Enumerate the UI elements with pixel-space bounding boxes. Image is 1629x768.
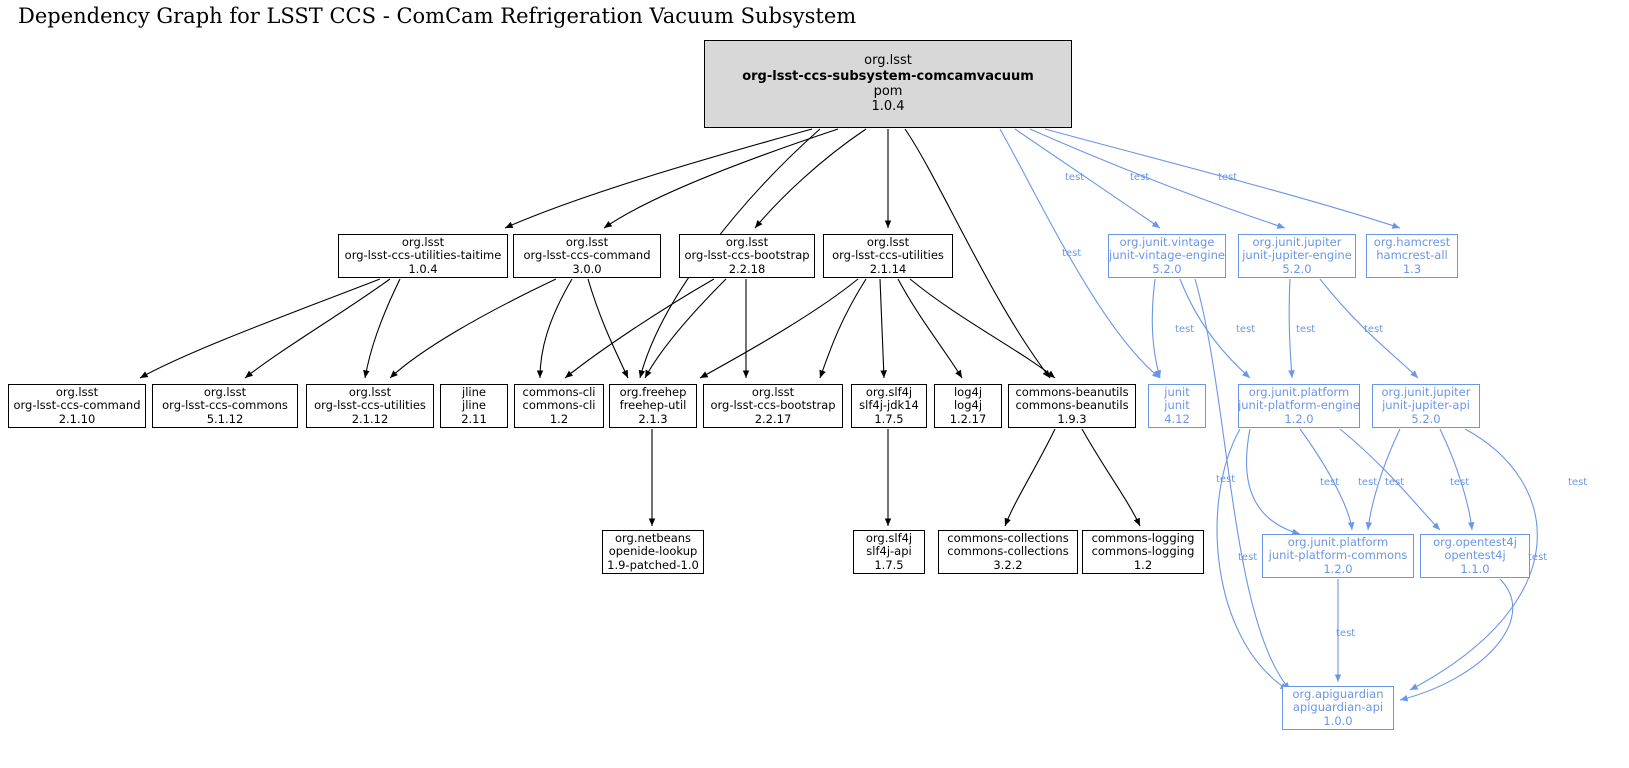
node-version: 4.12 <box>1164 411 1190 426</box>
edge-label-test: test <box>1236 324 1256 335</box>
edge-label-test: test <box>1062 248 1082 259</box>
node-group: org.freehep <box>619 384 687 399</box>
node-junit-jupiter-engine[interactable] <box>1238 234 1356 278</box>
node-version: 1.9-patched-1.0 <box>607 557 699 572</box>
node-group: org.slf4j <box>865 384 913 399</box>
node-group: org.lsst <box>348 384 392 399</box>
node-freehep-util[interactable] <box>609 384 697 428</box>
node-version: 1.2.0 <box>1284 411 1314 426</box>
node-artifact: commons-beanutils <box>1015 398 1129 413</box>
node-version: 2.1.14 <box>869 261 907 276</box>
node-artifact: org-lsst-ccs-bootstrap <box>684 248 810 263</box>
node-org-lsst-ccs-utilities-2114[interactable] <box>823 234 953 278</box>
node-root[interactable] <box>704 40 1072 128</box>
node-version: 1.7.5 <box>874 557 904 572</box>
node-group: org.lsst <box>401 234 445 249</box>
node-group: org.lsst <box>864 53 912 69</box>
node-artifact: org-lsst-ccs-utilities <box>314 398 426 413</box>
node-version: 1.9.3 <box>1057 411 1087 426</box>
node-version: 3.0.0 <box>572 261 602 276</box>
edge-label-test: test <box>1320 477 1340 488</box>
node-version: 5.1.12 <box>206 411 244 426</box>
node-artifact: org-lsst-ccs-subsystem-comcamvacuum <box>742 68 1034 84</box>
node-group: org.lsst <box>565 234 609 249</box>
node-packaging: pom <box>873 84 903 99</box>
node-artifact: org-lsst-ccs-command <box>523 248 651 263</box>
edge-label-test: test <box>1364 324 1384 335</box>
node-commons-collections[interactable] <box>938 530 1078 574</box>
node-group: org.lsst <box>203 384 247 399</box>
node-artifact: org-lsst-ccs-utilities <box>832 248 944 263</box>
node-version: 1.7.5 <box>874 411 904 426</box>
node-group: log4j <box>953 384 983 399</box>
edge-label-test: test <box>1175 324 1195 335</box>
node-artifact: openide-lookup <box>608 544 698 559</box>
node-artifact: junit <box>1164 398 1190 413</box>
node-artifact: org-lsst-ccs-command <box>13 398 141 413</box>
node-artifact: org-lsst-ccs-utilities-taitime <box>344 248 502 263</box>
compile-edges <box>140 129 1140 526</box>
node-artifact: hamcrest-all <box>1376 248 1448 263</box>
edge-label-test: test <box>1336 628 1356 639</box>
node-artifact: freehep-util <box>619 398 687 413</box>
node-group: commons-collections <box>947 530 1069 545</box>
node-group: jline <box>462 384 486 399</box>
page-title: Dependency Graph for LSST CCS - ComCam Refrigeration Vacuum Subsystem <box>18 4 857 28</box>
node-junit-platform-engine[interactable] <box>1238 384 1360 428</box>
node-version: 5.2.0 <box>1411 411 1441 426</box>
node-group: org.junit.jupiter <box>1381 384 1471 399</box>
node-artifact: commons-logging <box>1091 544 1195 559</box>
node-version: 5.2.0 <box>1282 261 1312 276</box>
edge-label-test: test <box>1358 477 1378 488</box>
edge-label-test: test <box>1450 477 1470 488</box>
edge-label-test: test <box>1218 172 1238 183</box>
node-group: junit <box>1164 384 1190 399</box>
node-group: org.junit.jupiter <box>1252 234 1342 249</box>
node-commons-cli[interactable] <box>514 384 604 428</box>
node-apiguardian-api[interactable] <box>1282 686 1394 730</box>
edge-label-test: test <box>1238 552 1258 563</box>
node-junit-vintage-engine[interactable] <box>1108 234 1226 278</box>
node-org-lsst-ccs-command-2110[interactable] <box>8 384 146 428</box>
node-version: 1.1.0 <box>1460 561 1490 576</box>
node-org-lsst-ccs-commons[interactable] <box>152 384 298 428</box>
node-group: org.lsst <box>55 384 99 399</box>
node-artifact: junit-vintage-engine <box>1109 248 1225 263</box>
node-slf4j-api[interactable] <box>853 530 925 574</box>
edge-label-test: test <box>1385 477 1405 488</box>
node-artifact: opentest4j <box>1444 548 1506 563</box>
node-version: 3.2.2 <box>993 557 1023 572</box>
edge-label-test: test <box>1130 172 1150 183</box>
edge-label-test: test <box>1216 474 1236 485</box>
node-artifact: junit-platform-engine <box>1238 398 1360 413</box>
node-artifact: log4j <box>953 398 983 413</box>
node-artifact: junit-jupiter-api <box>1382 398 1470 413</box>
edge-label-test: test <box>1568 477 1588 488</box>
node-junit-jupiter-api[interactable] <box>1372 384 1480 428</box>
node-commons-logging[interactable] <box>1082 530 1204 574</box>
node-group: commons-logging <box>1091 530 1195 545</box>
node-version: 2.2.17 <box>754 411 792 426</box>
node-version: 1.2.0 <box>1323 561 1353 576</box>
node-group: org.lsst <box>866 234 910 249</box>
node-version: 2.1.3 <box>638 411 668 426</box>
node-version: 1.3 <box>1402 261 1422 276</box>
node-group: org.netbeans <box>614 530 692 545</box>
node-group: commons-cli <box>522 384 596 399</box>
node-version: 1.0.4 <box>408 261 438 276</box>
node-jline[interactable] <box>440 384 508 428</box>
node-group: org.hamcrest <box>1373 234 1451 249</box>
node-version: 2.1.12 <box>351 411 389 426</box>
node-version: 2.11 <box>461 411 487 426</box>
node-artifact: junit-platform-commons <box>1268 548 1408 563</box>
node-version: 1.0.0 <box>1323 713 1353 728</box>
node-version: 5.2.0 <box>1152 261 1182 276</box>
node-group: org.lsst <box>751 384 795 399</box>
node-version: 1.0.4 <box>871 99 905 115</box>
node-group: commons-beanutils <box>1015 384 1129 399</box>
node-version: 2.1.10 <box>58 411 96 426</box>
node-org-lsst-ccs-bootstrap-2218[interactable] <box>679 234 815 278</box>
node-group: org.junit.platform <box>1287 534 1389 549</box>
edge-label-test: test <box>1296 324 1316 335</box>
node-org-lsst-ccs-bootstrap-2217[interactable] <box>703 384 843 428</box>
node-group: org.junit.platform <box>1248 384 1350 399</box>
node-slf4j-jdk14[interactable] <box>851 384 927 428</box>
node-org-lsst-ccs-utilities-taitime[interactable] <box>338 234 508 278</box>
node-group: org.lsst <box>725 234 769 249</box>
node-artifact: jline <box>462 398 486 413</box>
node-openide-lookup[interactable] <box>602 530 704 574</box>
edge-label-test: test <box>1528 552 1548 563</box>
node-artifact: junit-jupiter-engine <box>1242 248 1352 263</box>
node-version: 2.2.18 <box>728 261 766 276</box>
node-artifact: commons-cli <box>522 398 596 413</box>
node-opentest4j[interactable] <box>1420 534 1530 578</box>
node-version: 1.2.17 <box>949 411 987 426</box>
node-junit[interactable] <box>1148 384 1206 428</box>
node-group: org.apiguardian <box>1292 686 1384 701</box>
node-artifact: commons-collections <box>947 544 1069 559</box>
node-artifact: org-lsst-ccs-commons <box>162 398 288 413</box>
node-commons-beanutils[interactable] <box>1008 384 1136 428</box>
node-version: 1.2 <box>549 411 569 426</box>
node-org-lsst-ccs-utilities-2112[interactable] <box>306 384 434 428</box>
node-junit-platform-commons[interactable] <box>1262 534 1414 578</box>
node-group: org.slf4j <box>865 530 913 545</box>
node-org-lsst-ccs-command-300[interactable] <box>513 234 661 278</box>
node-artifact: slf4j-jdk14 <box>859 398 919 413</box>
node-hamcrest-all[interactable] <box>1366 234 1458 278</box>
node-log4j[interactable] <box>934 384 1002 428</box>
node-version: 1.2 <box>1133 557 1153 572</box>
node-artifact: org-lsst-ccs-bootstrap <box>710 398 836 413</box>
node-artifact: slf4j-api <box>866 544 912 559</box>
node-group: org.junit.vintage <box>1119 234 1215 249</box>
edge-label-test: test <box>1065 172 1085 183</box>
node-artifact: apiguardian-api <box>1292 700 1384 715</box>
node-group: org.opentest4j <box>1433 534 1517 549</box>
